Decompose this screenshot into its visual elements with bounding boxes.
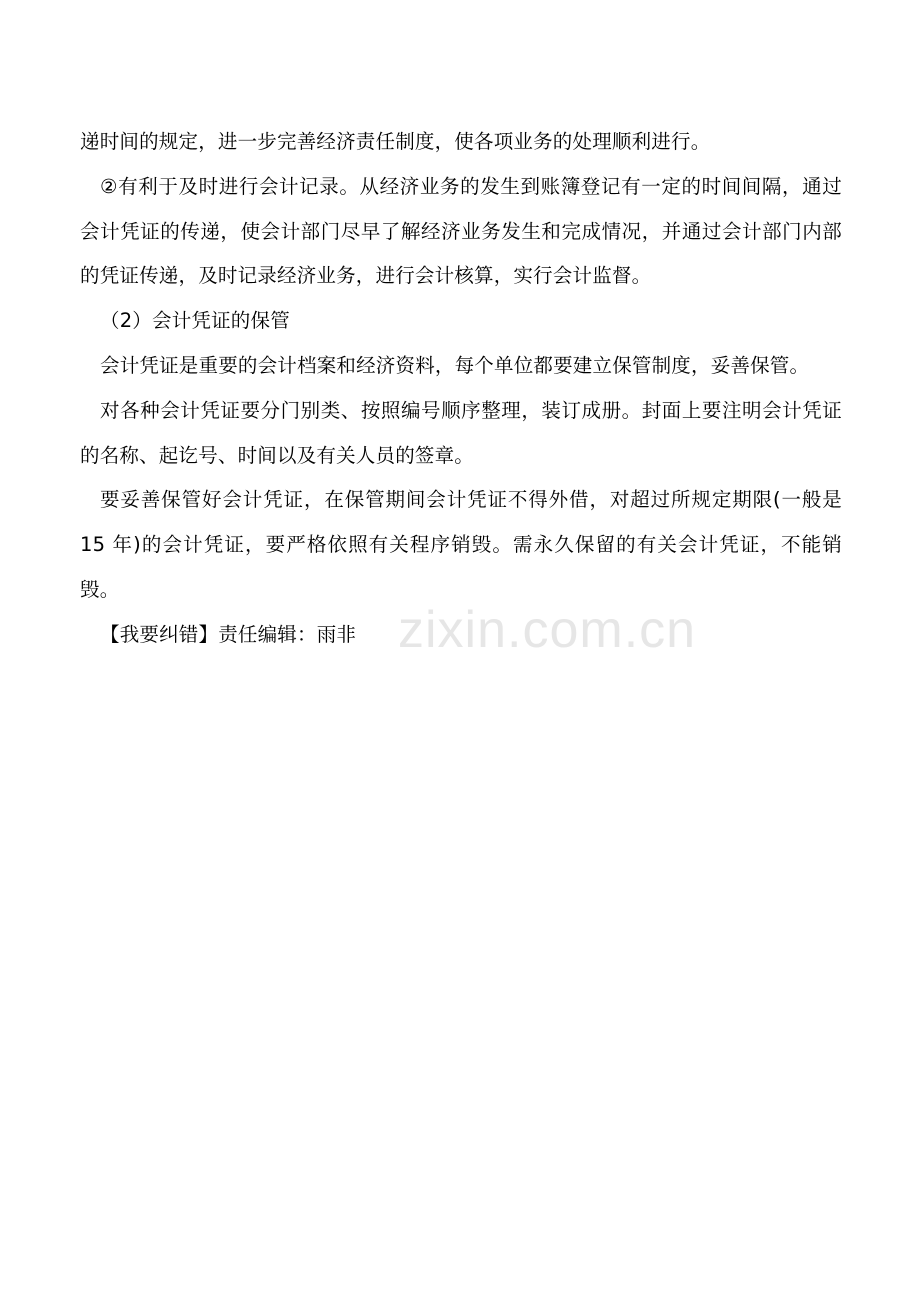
paragraph-custody-system: 会计凭证是重要的会计档案和经济资料，每个单位都要建立保管制度，妥善保管。: [100, 353, 810, 377]
paragraph-timely-recording: ②有利于及时进行会计记录。从经济业务的发生到账簿登记有一定的时间间隔，通过会计凭证的传递，使会计部门尽早了解经济业务发生和完成情况，并通过会计部门内部的凭证传递，及时记录经济业务，进行会计核算，实行会计监督。: [80, 174, 842, 288]
document-body: [80, 120, 842, 658]
section-heading-voucher-custody: （2）会计凭证的保管: [100, 309, 290, 333]
paragraph-retention-destruction: 要妥善保管好会计凭证，在保管期间会计凭证不得外借，对超过所规定期限(一般是 15 年)的会计凭证，要严格依照有关程序销毁。需永久保留的有关会计凭证，不能销毁。: [80, 488, 842, 601]
editor-footer[interactable]: 【我要纠错】责任编辑：雨非: [100, 622, 357, 646]
paragraph-binding-order: 对各种会计凭证要分门别类、按照编号顺序整理，装订成册。封面上要注明会计凭证的名称、起讫号、时间以及有关人员的签章。: [80, 398, 842, 467]
watermark: zixin.com.cn: [398, 601, 697, 659]
paragraph-continuation: 递时间的规定，进一步完善经济责任制度，使各项业务的处理顺利进行。: [80, 130, 711, 153]
